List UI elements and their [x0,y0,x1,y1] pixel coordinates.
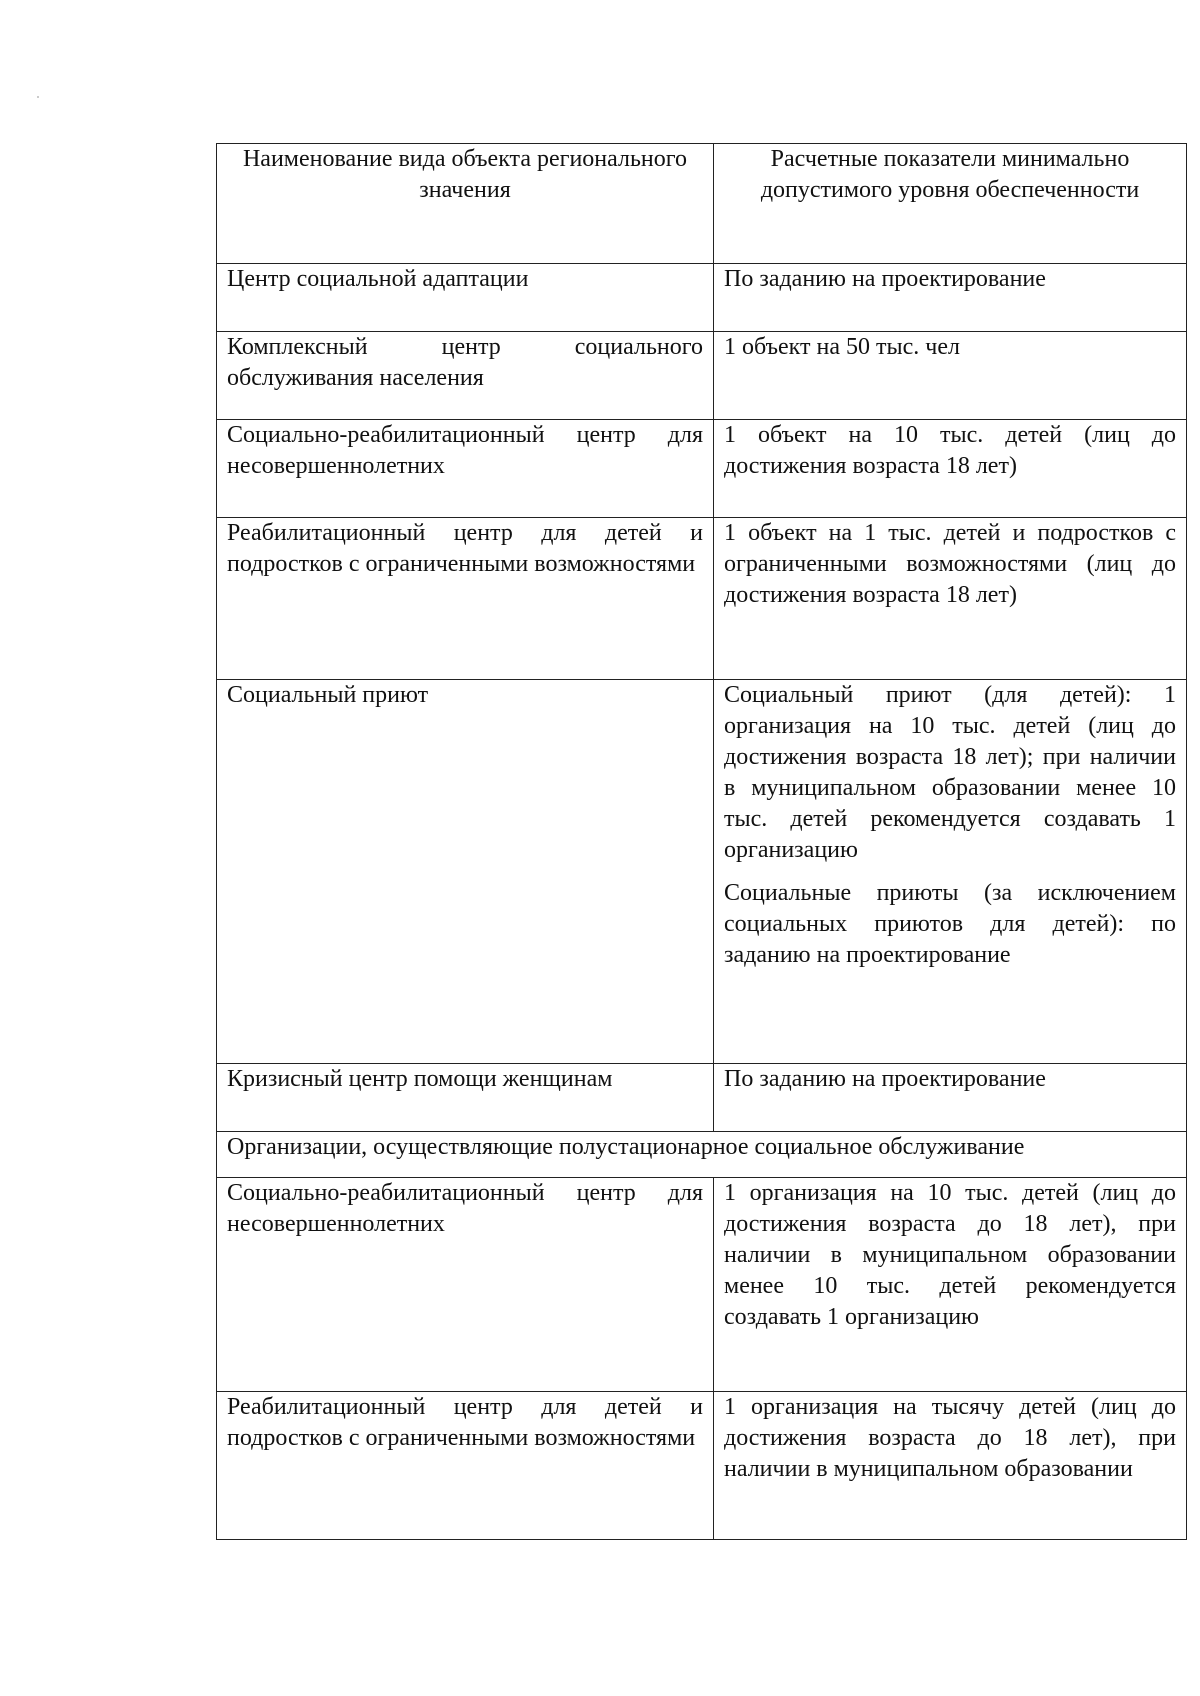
table-row [217,1178,1187,1392]
header-object-type: Наименование вида объекта регионального значения [217,144,714,264]
row-name: Реабилитационный центр для детей и подростков с ограниченными возможностями [217,1392,714,1540]
row-value: 1 объект на 50 тыс. чел [714,332,1187,420]
row-value: По заданию на проектирование [714,1064,1187,1132]
table-row [217,680,1187,1064]
section-heading: Организации, осуществляющие полустационарное социальное обслуживание [217,1132,1187,1178]
row-name: Социально-реабилитационный центр для несовершеннолетних [217,1178,714,1392]
table-row [217,420,1187,518]
row-value: 1 объект на 1 тыс. детей и подростков с ограниченными возможностями (лиц до достижения возраста 18 лет) [714,518,1187,680]
standards-table [216,143,1187,1540]
table-header-row [217,144,1187,264]
row-name: Социально-реабилитационный центр для несовершеннолетних [217,420,714,518]
table-row [217,332,1187,420]
row-value: 1 объект на 10 тыс. детей (лиц до достижения возраста 18 лет) [714,420,1187,518]
table-row [217,1392,1187,1540]
scan-speck [37,96,39,98]
row-value-part: Социальные приюты (за исключением социальных приютов для детей): по заданию на проектирование [724,880,1176,968]
row-value: 1 организация на 10 тыс. детей (лиц до достижения возраста до 18 лет), при наличии в муниципальном образовании менее 10 тыс. детей рекомендуется создавать 1 организацию [714,1178,1187,1392]
row-value [714,680,1187,1064]
row-name: Реабилитационный центр для детей и подростков с ограниченными возможностями [217,518,714,680]
header-indicators: Расчетные показатели минимально допустимого уровня обеспеченности [714,144,1187,264]
table-row [217,518,1187,680]
row-name: Социальный приют [217,680,714,1064]
row-name: Кризисный центр помощи женщинам [217,1064,714,1132]
row-value: По заданию на проектирование [714,264,1187,332]
section-heading-row [217,1132,1187,1178]
row-name: Комплексный центр социального обслуживания населения [217,332,714,420]
row-value: 1 организация на тысячу детей (лиц до достижения возраста до 18 лет), при наличии в муниципальном образовании [714,1392,1187,1540]
table-row [217,264,1187,332]
row-value-part: Социальный приют (для детей): 1 организация на 10 тыс. детей (лиц до достижения возраста 18 лет); при наличии в муниципальном образовании менее 10 тыс. детей рекомендуется создавать 1 организацию [724,682,1176,863]
row-name: Центр социальной адаптации [217,264,714,332]
table-row [217,1064,1187,1132]
